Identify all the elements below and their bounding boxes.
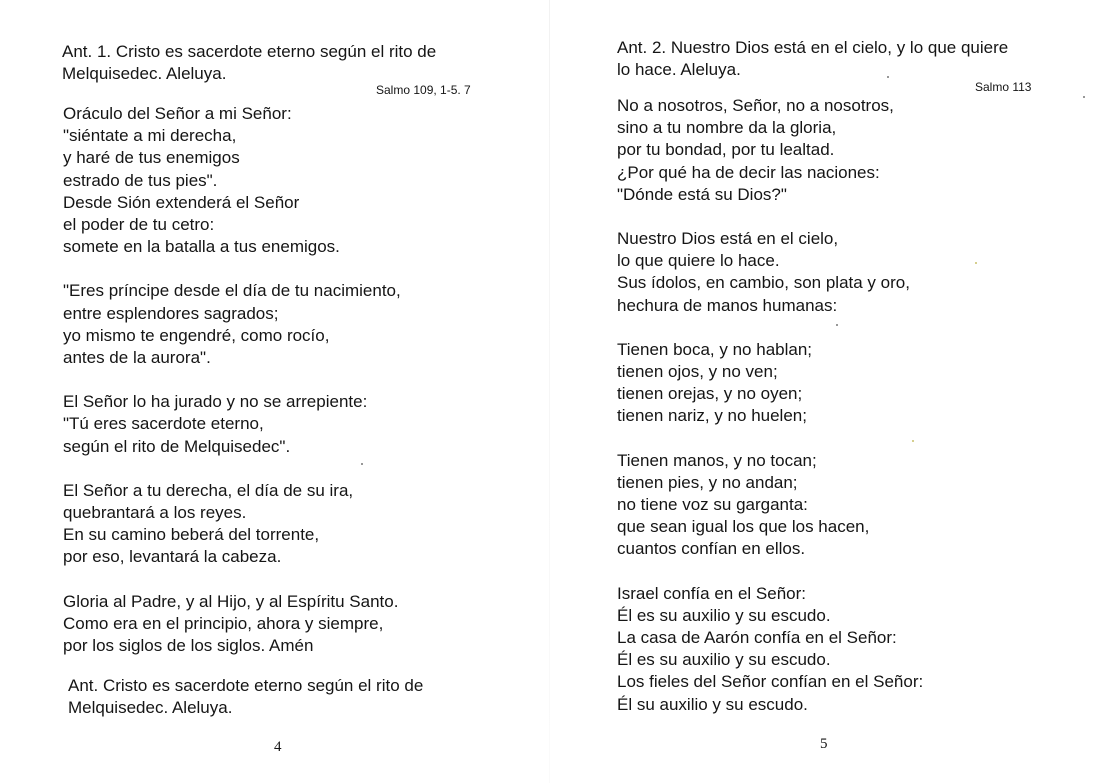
verse-line: "Eres príncipe desde el día de tu nacimiento, bbox=[63, 281, 401, 301]
verse-line: En su camino beberá del torrente, bbox=[63, 525, 320, 545]
stanza bbox=[617, 95, 923, 206]
stanza bbox=[63, 391, 401, 458]
psalm-113-text bbox=[617, 95, 923, 738]
verse-line: somete en la batalla a tus enemigos. bbox=[63, 237, 340, 257]
verse-line: tienen nariz, y no huelen; bbox=[617, 406, 807, 426]
verse-line: ¿Por qué ha de decir las naciones: bbox=[617, 162, 880, 182]
stanza bbox=[617, 583, 923, 716]
antiphon-closing-line: Ant. Cristo es sacerdote eterno según el rito de bbox=[68, 676, 424, 695]
scan-speck bbox=[912, 440, 914, 442]
antiphon-2 bbox=[617, 37, 1039, 81]
stanza bbox=[617, 339, 923, 428]
verse-line: El Señor lo ha jurado y no se arrepiente: bbox=[63, 392, 368, 412]
verse-line: tienen ojos, y no ven; bbox=[617, 362, 778, 382]
verse-line: tienen pies, y no andan; bbox=[617, 472, 798, 492]
verse-line: El Señor a tu derecha, el día de su ira, bbox=[63, 480, 354, 500]
verse-line: por tu bondad, por tu lealtad. bbox=[617, 140, 835, 160]
antiphon-closing bbox=[68, 675, 488, 719]
stanza bbox=[617, 228, 923, 317]
scan-speck bbox=[361, 463, 363, 465]
antiphon-closing-line: Melquisedec. Aleluya. bbox=[68, 698, 233, 717]
verse-line: Nuestro Dios está en el cielo, bbox=[617, 229, 839, 249]
verse-line: Israel confía en el Señor: bbox=[617, 583, 807, 603]
antiphon-1-line: Melquisedec. Aleluya. bbox=[62, 64, 227, 83]
stanza bbox=[617, 450, 923, 561]
verse-line: según el rito de Melquisedec". bbox=[63, 436, 291, 456]
verse-line: Tienen boca, y no hablan; bbox=[617, 339, 813, 359]
verse-line: yo mismo te engendré, como rocío, bbox=[63, 325, 330, 345]
verse-line: "Dónde está su Dios?" bbox=[617, 184, 787, 204]
verse-line: Él su auxilio y su escudo. bbox=[617, 694, 808, 714]
psalm-109-text bbox=[63, 103, 401, 679]
verse-line: Desde Sión extenderá el Señor bbox=[63, 192, 300, 212]
verse-line: Como era en el principio, ahora y siempre, bbox=[63, 613, 384, 633]
verse-line: por eso, levantará la cabeza. bbox=[63, 547, 282, 567]
scan-speck bbox=[836, 324, 838, 326]
stanza bbox=[63, 103, 401, 258]
psalm-reference: Salmo 113 bbox=[975, 80, 1032, 94]
verse-line: que sean igual los que los hacen, bbox=[617, 517, 870, 537]
verse-line: estrado de tus pies". bbox=[63, 170, 218, 190]
scan-speck bbox=[1083, 96, 1085, 98]
verse-line: entre esplendores sagrados; bbox=[63, 303, 279, 323]
verse-line: antes de la aurora". bbox=[63, 348, 211, 368]
verse-line: Oráculo del Señor a mi Señor: bbox=[63, 104, 292, 123]
scan-speck bbox=[975, 262, 977, 264]
antiphon-2-line: Ant. 2. Nuestro Dios está en el cielo, y lo que quiere bbox=[617, 38, 1009, 57]
verse-line: "Tú eres sacerdote eterno, bbox=[63, 414, 264, 434]
verse-line: Sus ídolos, en cambio, son plata y oro, bbox=[617, 273, 910, 293]
verse-line: "siéntate a mi derecha, bbox=[63, 126, 237, 146]
verse-line: Él es su auxilio y su escudo. bbox=[617, 650, 831, 670]
verse-line: Tienen manos, y no tocan; bbox=[617, 450, 817, 470]
verse-line: tienen orejas, y no oyen; bbox=[617, 384, 803, 404]
page-number: 5 bbox=[820, 736, 828, 752]
stanza bbox=[63, 480, 401, 569]
verse-line: No a nosotros, Señor, no a nosotros, bbox=[617, 96, 894, 115]
verse-line: Los fieles del Señor confían en el Señor: bbox=[617, 672, 924, 692]
page-number: 4 bbox=[274, 739, 282, 755]
psalm-reference: Salmo 109, 1-5. 7 bbox=[376, 83, 471, 97]
doxology bbox=[63, 591, 401, 658]
verse-line: y haré de tus enemigos bbox=[63, 148, 240, 168]
verse-line: sino a tu nombre da la gloria, bbox=[617, 118, 837, 138]
verse-line: cuantos confían en ellos. bbox=[617, 539, 806, 559]
verse-line: quebrantará a los reyes. bbox=[63, 503, 247, 523]
antiphon-2-line: lo hace. Aleluya. bbox=[617, 60, 741, 79]
antiphon-1-line: Ant. 1. Cristo es sacerdote eterno según el rito de bbox=[62, 42, 437, 61]
verse-line: el poder de tu cetro: bbox=[63, 215, 215, 235]
verse-line: por los siglos de los siglos. Amén bbox=[63, 636, 314, 656]
verse-line: Gloria al Padre, y al Hijo, y al Espíritu Santo. bbox=[63, 591, 399, 611]
scan-speck bbox=[887, 76, 889, 78]
right-page bbox=[550, 0, 1100, 783]
verse-line: Él es su auxilio y su escudo. bbox=[617, 605, 831, 625]
verse-line: hechura de manos humanas: bbox=[617, 295, 838, 315]
verse-line: lo que quiere lo hace. bbox=[617, 251, 780, 271]
verse-line: La casa de Aarón confía en el Señor: bbox=[617, 628, 897, 648]
stanza bbox=[63, 280, 401, 369]
verse-line: no tiene voz su garganta: bbox=[617, 495, 808, 515]
antiphon-1 bbox=[62, 41, 482, 85]
